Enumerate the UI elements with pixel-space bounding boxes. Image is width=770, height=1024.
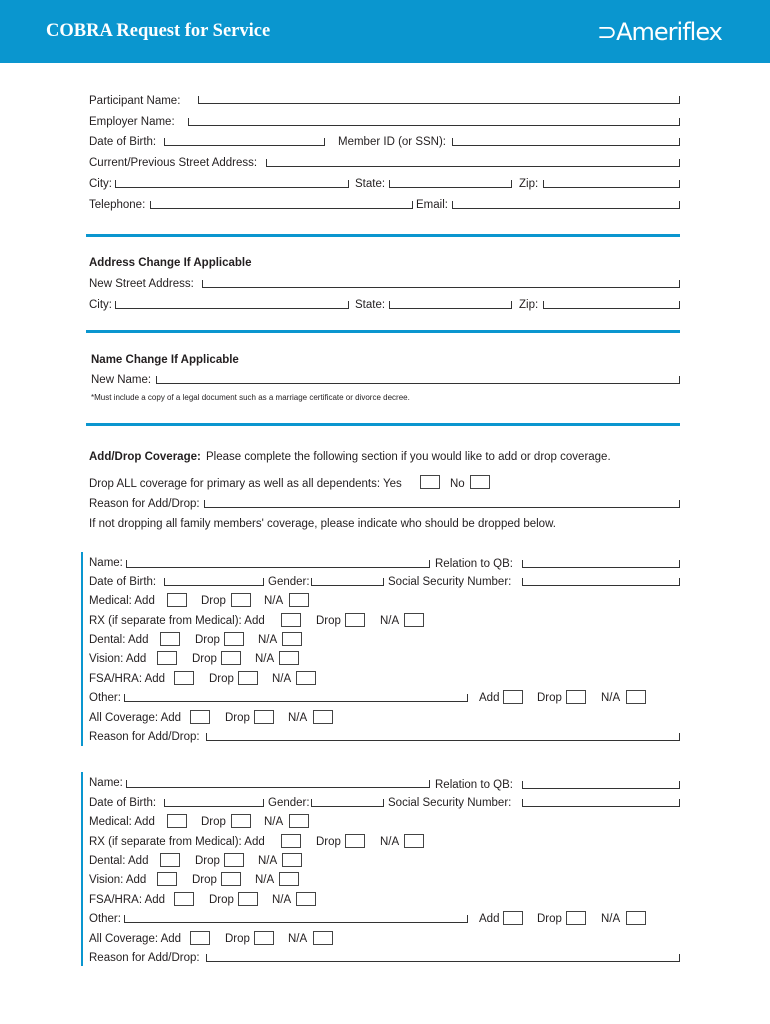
dependent-block-bar <box>81 552 83 746</box>
dep1-all-coverage-label: All Coverage: Add <box>89 712 182 724</box>
dep2-fsa-na-checkbox[interactable] <box>296 892 316 906</box>
dep2-other-field[interactable] <box>124 915 468 923</box>
participant-name-field[interactable] <box>198 96 680 104</box>
dep1-gender-label: Gender: <box>268 576 310 588</box>
address-field[interactable] <box>266 159 680 167</box>
email-label: Email: <box>416 199 448 211</box>
dep2-gender-field[interactable] <box>311 799 384 807</box>
dep1-ssn-field[interactable] <box>522 578 680 586</box>
state-field[interactable] <box>389 180 512 188</box>
new-zip-field[interactable] <box>543 301 680 309</box>
dep1-dental-na-checkbox[interactable] <box>282 632 302 646</box>
new-state-field[interactable] <box>389 301 512 309</box>
dep1-all-drop-checkbox[interactable] <box>254 710 274 724</box>
participant-name-label: Participant Name: <box>89 95 181 107</box>
section-divider <box>86 234 680 237</box>
state-label: State: <box>355 178 386 190</box>
dep1-fsa-drop-label: Drop <box>209 673 234 685</box>
dep2-all-na-checkbox[interactable] <box>313 931 333 945</box>
dep2-medical-na-label: N/A <box>264 816 284 828</box>
new-state-label: State: <box>355 299 386 311</box>
dep2-fsa-na-label: N/A <box>272 894 292 906</box>
dob-label: Date of Birth: <box>89 136 157 148</box>
dep1-other-add-checkbox[interactable] <box>503 690 523 704</box>
dep1-rx-label: RX (if separate from Medical): Add <box>89 615 265 627</box>
section-divider <box>86 330 680 333</box>
new-name-label: New Name: <box>91 374 152 386</box>
dep2-vision-drop-checkbox[interactable] <box>221 872 241 886</box>
dep2-fsa-drop-label: Drop <box>209 894 234 906</box>
dep1-medical-na-label: N/A <box>264 595 284 607</box>
dep1-other-add-label: Add <box>479 692 500 704</box>
dep1-all-drop-label: Drop <box>225 712 250 724</box>
dep2-medical-drop-label: Drop <box>201 816 226 828</box>
dep1-fsa-na-label: N/A <box>272 673 292 685</box>
dep2-ssn-field[interactable] <box>522 799 680 807</box>
new-street-field[interactable] <box>202 280 680 288</box>
dep1-other-drop-label: Drop <box>537 692 562 704</box>
dep2-medical-add-checkbox[interactable] <box>167 814 187 828</box>
dep1-dob-field[interactable] <box>164 578 264 586</box>
dep1-gender-field[interactable] <box>311 578 384 586</box>
new-city-field[interactable] <box>115 301 349 309</box>
dep2-all-drop-checkbox[interactable] <box>254 931 274 945</box>
telephone-label: Telephone: <box>89 199 146 211</box>
coverage-reason-label: Reason for Add/Drop: <box>89 498 200 510</box>
dep1-name-label: Name: <box>89 557 123 569</box>
dep2-rx-drop-checkbox[interactable] <box>345 834 365 848</box>
dep1-dental-drop-label: Drop <box>195 634 220 646</box>
dep2-name-field[interactable] <box>126 780 430 788</box>
coverage-intro: Please complete the following section if you would like to add or drop coverage. <box>206 451 611 463</box>
dep2-rx-add-checkbox[interactable] <box>281 834 301 848</box>
dep1-vision-label: Vision: Add <box>89 653 147 665</box>
dep1-vision-drop-label: Drop <box>192 653 217 665</box>
dep1-rx-na-checkbox[interactable] <box>404 613 424 627</box>
dep2-other-na-checkbox[interactable] <box>626 911 646 925</box>
dep2-dental-add-checkbox[interactable] <box>160 853 180 867</box>
dependent-block-bar <box>81 772 83 966</box>
dep1-all-na-label: N/A <box>288 712 308 724</box>
dep1-rx-add-checkbox[interactable] <box>281 613 301 627</box>
dep2-other-add-label: Add <box>479 913 500 925</box>
dep2-fsa-add-checkbox[interactable] <box>174 892 194 906</box>
member-id-field[interactable] <box>452 138 680 146</box>
dep1-medical-na-checkbox[interactable] <box>289 593 309 607</box>
dep2-reason-label: Reason for Add/Drop: <box>89 952 200 964</box>
new-street-label: New Street Address: <box>89 278 194 290</box>
dep1-reason-label: Reason for Add/Drop: <box>89 731 200 743</box>
dep2-dob-field[interactable] <box>164 799 264 807</box>
dep2-dental-drop-checkbox[interactable] <box>224 853 244 867</box>
telephone-field[interactable] <box>150 201 413 209</box>
name-change-title: Name Change If Applicable <box>91 354 239 366</box>
dep1-rx-na-label: N/A <box>380 615 400 627</box>
dep2-rx-na-checkbox[interactable] <box>404 834 424 848</box>
dep2-other-label: Other: <box>89 913 121 925</box>
dep1-rx-drop-checkbox[interactable] <box>345 613 365 627</box>
dep2-gender-label: Gender: <box>268 797 310 809</box>
dep1-relation-label: Relation to QB: <box>435 558 513 570</box>
dep2-name-label: Name: <box>89 777 123 789</box>
dep2-fsa-label: FSA/HRA: Add <box>89 894 166 906</box>
dep1-other-na-label: N/A <box>601 692 621 704</box>
city-label: City: <box>89 178 112 190</box>
new-name-field[interactable] <box>156 376 680 384</box>
dep2-medical-label: Medical: Add <box>89 816 155 828</box>
dep1-rx-drop-label: Drop <box>316 615 341 627</box>
drop-all-label: Drop ALL coverage for primary as well as all dependents: Yes <box>89 478 402 490</box>
zip-field[interactable] <box>543 180 680 188</box>
address-label: Current/Previous Street Address: <box>89 157 258 169</box>
legal-document-note: *Must include a copy of a legal document such as a marriage certificate or divorce decree. <box>91 393 410 402</box>
coverage-reason-field[interactable] <box>204 500 680 508</box>
dep2-medical-drop-checkbox[interactable] <box>231 814 251 828</box>
dep1-vision-na-label: N/A <box>255 653 275 665</box>
dep2-dental-na-checkbox[interactable] <box>282 853 302 867</box>
dep1-fsa-label: FSA/HRA: Add <box>89 673 166 685</box>
dep2-vision-add-checkbox[interactable] <box>157 872 177 886</box>
employer-name-label: Employer Name: <box>89 116 175 128</box>
dep2-all-na-label: N/A <box>288 933 308 945</box>
new-zip-label: Zip: <box>519 299 539 311</box>
dep1-other-label: Other: <box>89 692 121 704</box>
dep2-vision-na-checkbox[interactable] <box>279 872 299 886</box>
dep2-other-add-checkbox[interactable] <box>503 911 523 925</box>
drop-all-no-checkbox[interactable] <box>470 475 490 489</box>
dep2-all-add-checkbox[interactable] <box>190 931 210 945</box>
dep1-dental-na-label: N/A <box>258 634 278 646</box>
dep1-dob-label: Date of Birth: <box>89 576 157 588</box>
dep1-medical-add-checkbox[interactable] <box>167 593 187 607</box>
coverage-title: Add/Drop Coverage: <box>89 451 201 463</box>
ameriflex-logo: ⊃Ameriflex <box>597 18 722 46</box>
dep2-relation-label: Relation to QB: <box>435 779 513 791</box>
dep2-reason-field[interactable] <box>206 954 680 962</box>
dep1-fsa-drop-checkbox[interactable] <box>238 671 258 685</box>
dep1-fsa-na-checkbox[interactable] <box>296 671 316 685</box>
dep1-all-na-checkbox[interactable] <box>313 710 333 724</box>
dep2-vision-drop-label: Drop <box>192 874 217 886</box>
section-divider <box>86 423 680 426</box>
dep2-all-coverage-label: All Coverage: Add <box>89 933 182 945</box>
dep1-vision-add-checkbox[interactable] <box>157 651 177 665</box>
employer-name-field[interactable] <box>188 118 680 126</box>
drop-all-yes-checkbox[interactable] <box>420 475 440 489</box>
dep2-dental-na-label: N/A <box>258 855 278 867</box>
dep2-rx-label: RX (if separate from Medical): Add <box>89 836 265 848</box>
dep1-name-field[interactable] <box>126 560 430 568</box>
email-field[interactable] <box>452 201 680 209</box>
dep2-vision-na-label: N/A <box>255 874 275 886</box>
dep1-ssn-label: Social Security Number: <box>388 576 512 588</box>
dep1-dental-label: Dental: Add <box>89 634 149 646</box>
dep1-medical-drop-checkbox[interactable] <box>231 593 251 607</box>
dep2-medical-na-checkbox[interactable] <box>289 814 309 828</box>
dep2-fsa-drop-checkbox[interactable] <box>238 892 258 906</box>
dep2-rx-na-label: N/A <box>380 836 400 848</box>
new-city-label: City: <box>89 299 112 311</box>
coverage-instruction: If not dropping all family members' coverage, please indicate who should be dropped below. <box>89 518 556 530</box>
dep2-relation-field[interactable] <box>522 781 680 789</box>
dep1-other-field[interactable] <box>124 694 468 702</box>
dep2-ssn-label: Social Security Number: <box>388 797 512 809</box>
address-change-title: Address Change If Applicable <box>89 257 252 269</box>
dep1-fsa-add-checkbox[interactable] <box>174 671 194 685</box>
dep1-all-add-checkbox[interactable] <box>190 710 210 724</box>
dep2-dental-label: Dental: Add <box>89 855 149 867</box>
dep2-vision-label: Vision: Add <box>89 874 147 886</box>
member-id-label: Member ID (or SSN): <box>338 136 446 148</box>
dep1-other-na-checkbox[interactable] <box>626 690 646 704</box>
city-field[interactable] <box>115 180 349 188</box>
dep1-vision-na-checkbox[interactable] <box>279 651 299 665</box>
dep2-dob-label: Date of Birth: <box>89 797 157 809</box>
dep2-other-drop-checkbox[interactable] <box>566 911 586 925</box>
dep1-medical-label: Medical: Add <box>89 595 155 607</box>
dep1-reason-field[interactable] <box>206 733 680 741</box>
dep1-other-drop-checkbox[interactable] <box>566 690 586 704</box>
dep1-vision-drop-checkbox[interactable] <box>221 651 241 665</box>
zip-label: Zip: <box>519 178 539 190</box>
drop-all-no-label: No <box>450 478 465 490</box>
page-title: COBRA Request for Service <box>46 21 271 41</box>
dep1-dental-drop-checkbox[interactable] <box>224 632 244 646</box>
dep1-dental-add-checkbox[interactable] <box>160 632 180 646</box>
dep1-medical-drop-label: Drop <box>201 595 226 607</box>
dep2-other-drop-label: Drop <box>537 913 562 925</box>
dep2-rx-drop-label: Drop <box>316 836 341 848</box>
dep2-dental-drop-label: Drop <box>195 855 220 867</box>
dep2-other-na-label: N/A <box>601 913 621 925</box>
header-bar <box>0 0 770 63</box>
dep1-relation-field[interactable] <box>522 560 680 568</box>
dep2-all-drop-label: Drop <box>225 933 250 945</box>
dob-field[interactable] <box>164 138 325 146</box>
